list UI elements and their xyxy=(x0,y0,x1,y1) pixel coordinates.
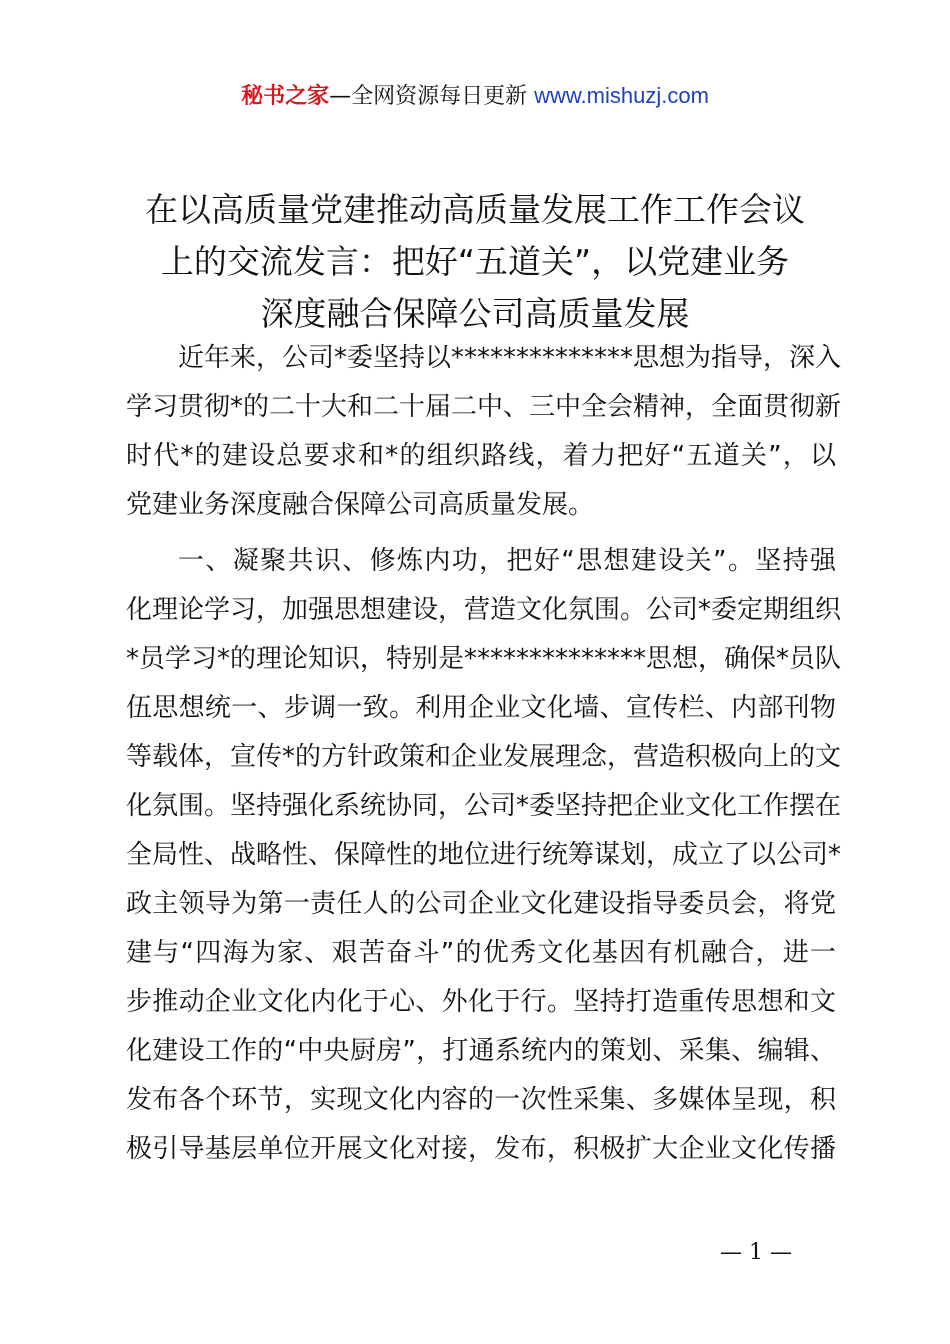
text-line: 步推动企业文化内化于心、外化于行。坚持打造重传思想和文 xyxy=(126,987,836,1017)
text-line: 伍思想统一、步调一致。利用企业文化墙、宣传栏、内部刊物 xyxy=(126,693,836,723)
text-line: 等载体，宣传*的方针政策和企业发展理念，营造积极向上的文 xyxy=(126,742,842,772)
text-line: 发布各个环节，实现文化内容的一次性采集、多媒体呈现，积 xyxy=(126,1085,836,1115)
paragraph-spacer xyxy=(126,530,836,537)
text-line: 极引导基层单位开展文化对接，发布，积极扩大企业文化传播 xyxy=(126,1134,836,1164)
site-url-link[interactable]: www.mishuzj.com xyxy=(534,83,709,108)
header-tagline: —全网资源每日更新 xyxy=(329,84,528,109)
title-line: 深度融合保障公司高质量发展 xyxy=(260,294,690,333)
page-number: — 1 — xyxy=(720,1240,792,1265)
text-line: 化建设工作的“中央厨房”，打通系统内的策划、采集、编辑、 xyxy=(126,1036,836,1066)
text-line: 化理论学习，加强思想建设，营造文化氛围。公司*委定期组织 xyxy=(126,595,842,625)
site-header xyxy=(0,80,950,113)
paragraph-intro xyxy=(126,334,842,530)
document-title xyxy=(110,184,840,340)
text-line: 化氛围。坚持强化系统协同，公司*委坚持把企业文化工作摆在 xyxy=(126,791,842,821)
title-line: 上的交流发言：把好“五道关”，以党建业务 xyxy=(160,242,790,281)
text-line: 近年来，公司*委坚持以**************思想为指导，深入 xyxy=(178,343,842,373)
text-line: 一、凝聚共识、修炼内功，把好“思想建设关”。坚持强 xyxy=(178,546,836,576)
paragraph-section-1 xyxy=(126,537,842,1174)
document-body xyxy=(126,334,842,1174)
text-line: 政主领导为第一责任人的公司企业文化建设指导委员会，将党 xyxy=(126,889,836,919)
text-line: *员学习*的理论知识，特别是**************思想，确保*员队 xyxy=(126,644,842,674)
text-line: 学习贯彻*的二十大和二十届二中、三中全会精神，全面贯彻新 xyxy=(126,392,842,422)
text-line: 时代*的建设总要求和*的组织路线，着力把好“五道关”，以 xyxy=(126,441,836,471)
title-line: 在以高质量党建推动高质量发展工作工作会议 xyxy=(145,190,805,229)
text-line: 全局性、战略性、保障性的地位进行统筹谋划，成立了以公司* xyxy=(126,840,842,870)
text-line: 建与“四海为家、艰苦奋斗”的优秀文化基因有机融合，进一 xyxy=(126,938,836,968)
brand-name: 秘书之家 xyxy=(241,84,330,109)
text-line: 党建业务深度融合保障公司高质量发展。 xyxy=(126,490,595,520)
